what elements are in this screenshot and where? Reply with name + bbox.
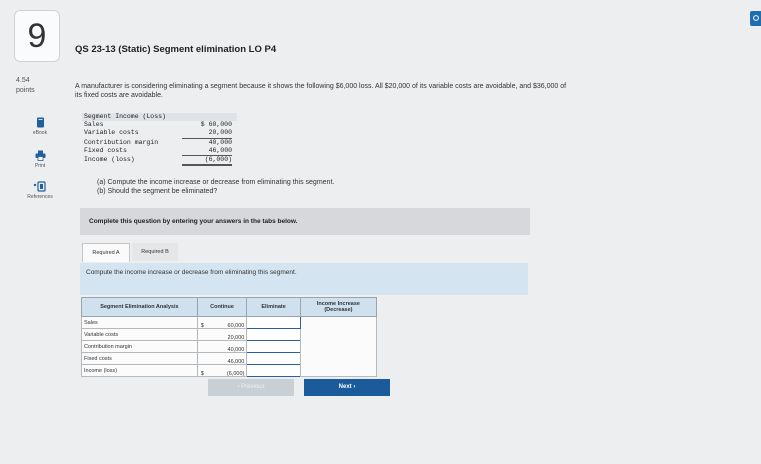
question-number: 9 — [14, 10, 60, 62]
instruction-bar: Compute the income increase or decrease from eliminating this segment. — [80, 263, 528, 295]
statement-row — [82, 129, 237, 138]
statement-value: 40,000 — [208, 138, 232, 146]
header-income-change: Income Increase (Decrease) — [300, 298, 376, 317]
question-parts — [97, 178, 334, 196]
chevron-right-icon: › — [351, 384, 356, 390]
part-a-text: (a) Compute the income increase or decrease from eliminating this segment. — [97, 179, 335, 186]
header-eliminate: Eliminate — [247, 298, 300, 317]
row-label: Income (loss) — [82, 365, 198, 377]
continue-value: 40,000 — [227, 346, 245, 353]
ebook-button[interactable] — [18, 117, 62, 136]
table-row — [82, 317, 377, 329]
dollar-sign: $ — [200, 370, 204, 377]
points-info — [16, 76, 35, 96]
points-label: points — [16, 87, 35, 94]
statement-row — [82, 139, 237, 147]
statement-label: Sales — [84, 121, 104, 129]
continue-cell — [197, 353, 247, 365]
eliminate-input[interactable] — [247, 317, 300, 329]
income-change-cell — [300, 317, 376, 377]
eliminate-input[interactable] — [247, 365, 300, 377]
statement-label: Contribution margin — [84, 138, 159, 146]
print-button[interactable] — [18, 150, 62, 169]
references-label: References — [27, 194, 53, 200]
statement-value: (6,000) — [182, 156, 232, 166]
previous-label: Previous — [241, 384, 265, 390]
references-button[interactable] — [18, 181, 62, 200]
continue-cell — [197, 329, 247, 341]
previous-button[interactable] — [208, 379, 294, 396]
segment-elimination-table — [81, 297, 377, 377]
statement-value: 20,000 — [182, 129, 232, 138]
statement-row — [82, 156, 237, 166]
header-analysis: Segment Elimination Analysis — [82, 298, 198, 317]
statement-label: Fixed costs — [84, 146, 127, 154]
statement-row — [82, 147, 237, 156]
continue-cell — [197, 341, 247, 353]
eliminate-input[interactable] — [247, 353, 300, 365]
next-button[interactable] — [304, 379, 390, 396]
continue-cell — [197, 317, 247, 329]
continue-cell — [197, 365, 247, 377]
header-continue: Continue — [197, 298, 247, 317]
references-icon — [33, 181, 47, 192]
question-title: QS 23-13 (Static) Segment elimination LO P4 — [75, 44, 277, 55]
eliminate-input[interactable] — [247, 341, 300, 353]
row-label: Variable costs — [82, 329, 198, 341]
continue-value: 20,000 — [227, 334, 245, 341]
print-label: Print — [34, 163, 46, 169]
chevron-left-icon: ‹ — [237, 384, 242, 390]
row-label: Contribution margin — [82, 341, 198, 353]
continue-value: (6,000) — [226, 370, 245, 377]
eliminate-input[interactable] — [247, 329, 300, 341]
statement-value: 46,000 — [182, 147, 232, 156]
row-label: Fixed costs — [82, 353, 198, 365]
statement-row — [82, 121, 237, 129]
print-icon — [35, 150, 46, 161]
book-icon — [36, 117, 45, 128]
statement-label: Variable costs — [84, 129, 139, 137]
continue-value: 46,000 — [227, 358, 245, 365]
statement-heading: Segment Income (Loss) — [82, 113, 237, 121]
points-value: 4.54 — [16, 77, 30, 84]
question-description: A manufacturer is considering eliminating a segment because it shows the following $6,000 loss. All $20,000 of its variable costs are avoidable, and $36,000 of its fixed costs are avoidable. — [75, 83, 567, 99]
complete-prompt: Complete this question by entering your answers in the tabs below. — [80, 208, 530, 235]
ebook-label: eBook — [32, 130, 48, 136]
segment-income-statement — [82, 113, 237, 166]
row-label: Sales — [82, 317, 198, 329]
tab-required-b[interactable]: Required B — [132, 243, 178, 261]
part-b-text: (b) Should the segment be eliminated? — [97, 188, 218, 195]
tab-required-a[interactable]: Required A — [82, 243, 130, 262]
next-label: Next — [338, 384, 352, 390]
statement-label: Income (loss) — [84, 156, 135, 164]
calculator-icon — [752, 14, 760, 22]
statement-value: $ 60,000 — [200, 121, 232, 129]
continue-value: 60,000 — [227, 322, 245, 329]
dollar-sign: $ — [200, 322, 204, 329]
